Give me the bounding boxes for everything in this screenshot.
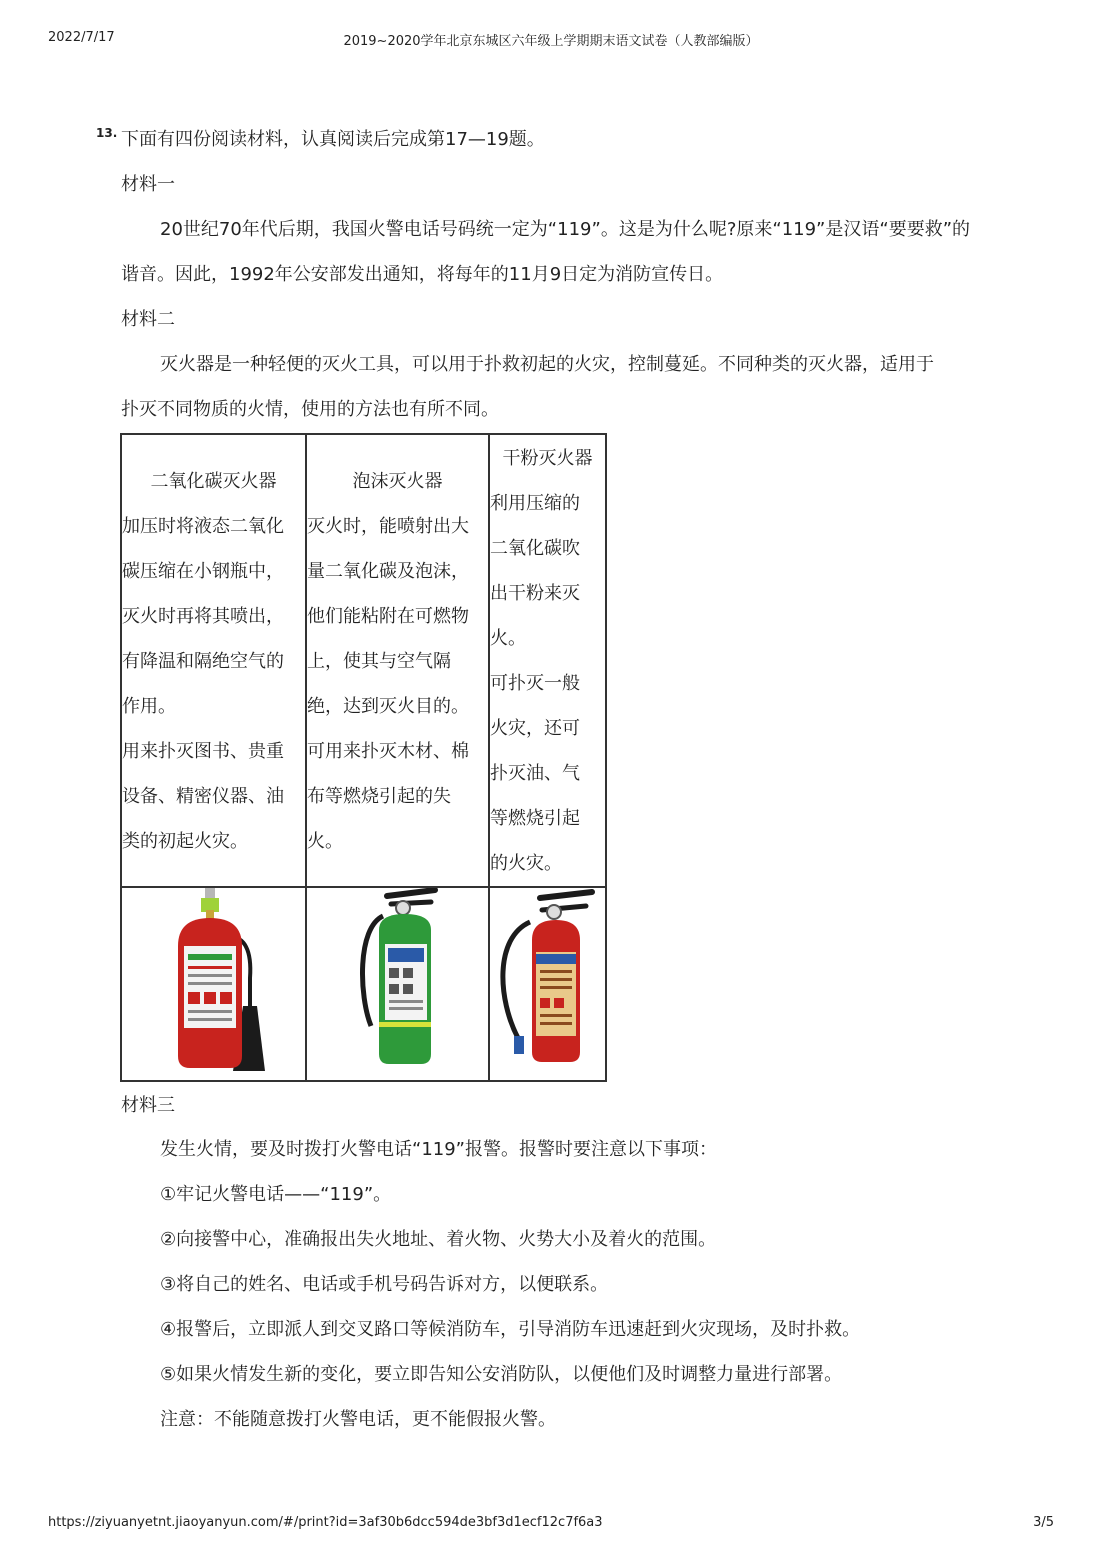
foam-line: 灭火时，能喷射出大	[307, 516, 469, 537]
co2-line: 有降温和隔绝空气的	[122, 651, 284, 672]
extinguisher-image-row	[121, 887, 606, 1081]
material3-title: 材料三	[121, 1095, 175, 1116]
foam-line: 量二氧化碳及泡沫，	[307, 561, 469, 582]
green-foam-extinguisher-image	[307, 888, 490, 1080]
co2-extinguisher-name: 二氧化碳灭火器	[150, 471, 277, 492]
question-prompt: 下面有四份阅读材料，认真阅读后完成第17—19题。	[121, 129, 545, 150]
red-co2-extinguisher-image	[122, 888, 307, 1080]
powder-line: 出干粉来灭	[490, 583, 580, 604]
co2-line: 设备、精密仪器、油	[122, 786, 284, 807]
co2-line: 灭火时再将其喷出，	[122, 606, 284, 627]
document-title: 2019~2020学年北京东城区六年级上学期期末语文试卷（人教部编版）	[343, 34, 759, 49]
material1-title: 材料一	[121, 174, 175, 195]
powder-line: 的火灾。	[490, 853, 562, 874]
material3-note: 注意：不能随意拨打火警电话，更不能假报火警。	[160, 1409, 556, 1430]
foam-line: 可用来扑灭木材、棉	[307, 741, 469, 762]
powder-line: 利用压缩的	[490, 493, 580, 514]
material1-paragraph-line2: 谐音。因此，1992年公安部发出通知，将每年的11月9日定为消防宣传日。	[121, 264, 724, 285]
foam-line: 火。	[307, 831, 343, 852]
powder-line: 可扑灭一般	[490, 673, 580, 694]
co2-line: 类的初起火灾。	[122, 831, 248, 852]
extinguisher-table	[120, 433, 607, 1082]
foam-extinguisher-name: 泡沫灭火器	[352, 471, 443, 492]
material2-title: 材料二	[121, 309, 175, 330]
material3-item-4: ④报警后，立即派人到交叉路口等候消防车，引导消防车迅速赶到火灾现场，及时扑救。	[160, 1319, 861, 1340]
question-number: 13.	[96, 126, 118, 140]
material3-item-1: ①牢记火警电话——“119”。	[160, 1184, 392, 1205]
foam-extinguisher-cell	[306, 434, 489, 887]
material2-paragraph-line1: 灭火器是一种轻便的灭火工具，可以用于扑救初起的火灾，控制蔓延。不同种类的灭火器，适用于	[160, 354, 934, 375]
material2-paragraph-line2: 扑灭不同物质的火情，使用的方法也有所不同。	[121, 399, 499, 420]
powder-line: 火。	[490, 628, 526, 649]
foam-line: 他们能粘附在可燃物	[307, 606, 469, 627]
foam-image-cell	[306, 887, 489, 1081]
page-number: 3/5	[1033, 1515, 1054, 1530]
foam-line: 上，使其与空气隔	[307, 651, 451, 672]
powder-line: 等燃烧引起	[490, 808, 580, 829]
powder-line: 扑灭油、气	[490, 763, 580, 784]
powder-image-cell	[489, 887, 606, 1081]
powder-line: 二氧化碳吹	[490, 538, 580, 559]
powder-line: 火灾，还可	[490, 718, 580, 739]
extinguisher-text-row	[121, 434, 606, 887]
material3-item-3: ③将自己的姓名、电话或手机号码告诉对方，以便联系。	[160, 1274, 609, 1295]
powder-extinguisher-name: 干粉灭火器	[502, 448, 593, 469]
red-dry-powder-extinguisher-image	[490, 888, 607, 1080]
material3-item-5: ⑤如果火情发生新的变化，要立即告知公安消防队，以便他们及时调整力量进行部署。	[160, 1364, 843, 1385]
co2-line: 作用。	[122, 696, 176, 717]
foam-line: 绝，达到灭火目的。	[307, 696, 469, 717]
material3-intro: 发生火情，要及时拨打火警电话“119”报警。报警时要注意以下事项：	[160, 1139, 718, 1160]
co2-line: 碳压缩在小钢瓶中，	[122, 561, 284, 582]
co2-line: 加压时将液态二氧化	[122, 516, 284, 537]
co2-extinguisher-cell	[121, 434, 306, 887]
co2-line: 用来扑灭图书、贵重	[122, 741, 284, 762]
material3-item-2: ②向接警中心，准确报出失火地址、着火物、火势大小及着火的范围。	[160, 1229, 717, 1250]
material1-paragraph-line1: 20世纪70年代后期，我国火警电话号码统一定为“119”。这是为什么呢?原来“119”是汉语“要要救”的	[160, 219, 971, 240]
powder-extinguisher-cell	[489, 434, 606, 887]
co2-image-cell	[121, 887, 306, 1081]
foam-line: 布等燃烧引起的失	[307, 786, 451, 807]
print-date: 2022/7/17	[48, 30, 115, 45]
print-url[interactable]: https://ziyuanyetnt.jiaoyanyun.com/#/print?id=3af30b6dcc594de3bf3d1ecf12c7f6a3	[48, 1515, 603, 1530]
